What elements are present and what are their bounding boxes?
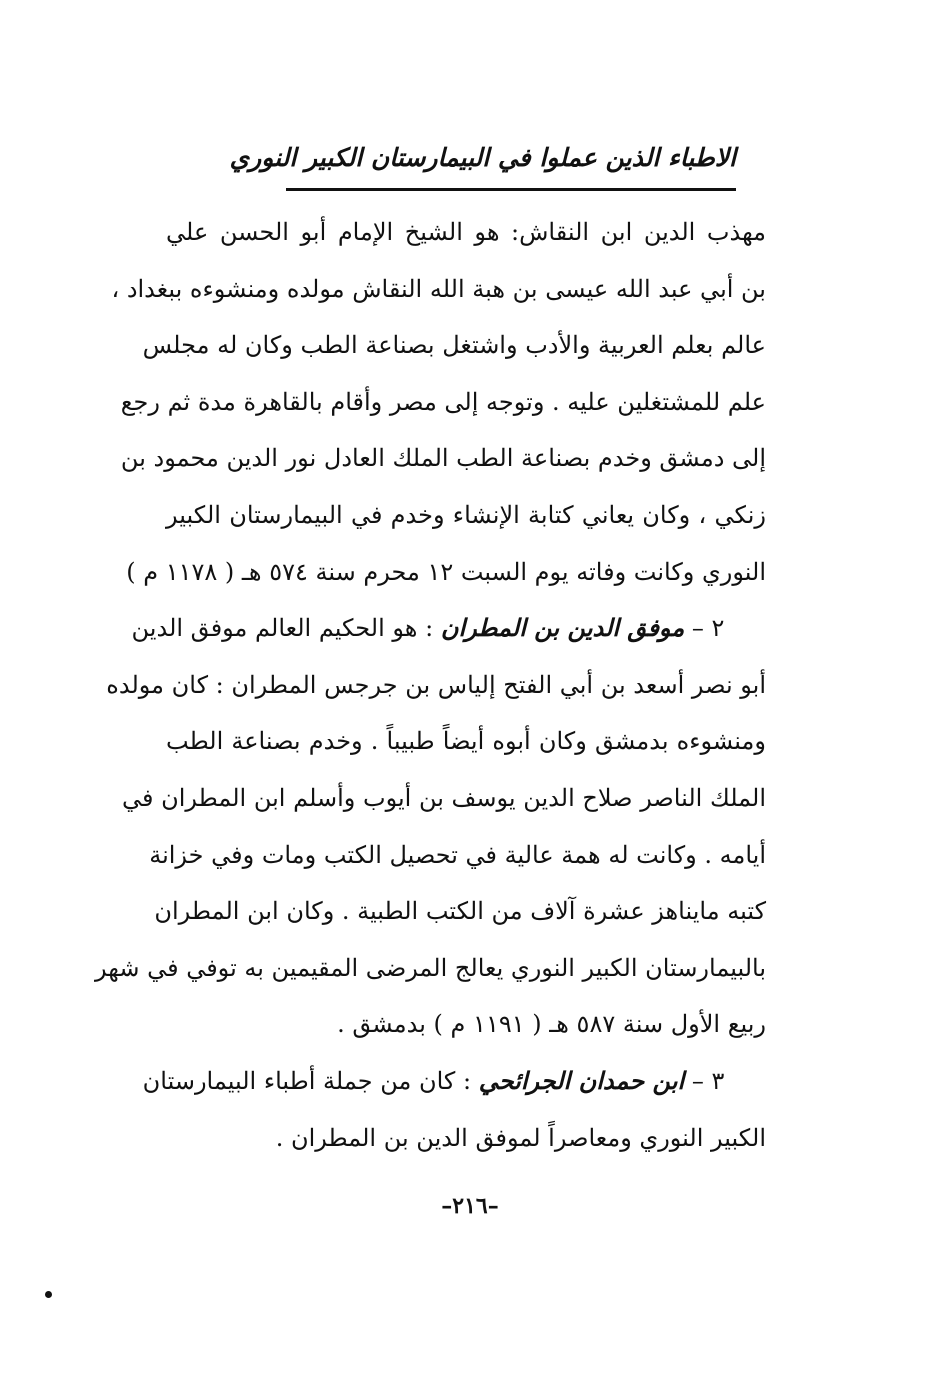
entry-intro: : كان من جملة أطباء البيمارستان: [142, 1066, 472, 1095]
page-number: –٢١٦–: [441, 1193, 499, 1219]
text-line-12: أيامه . وكانت له همة عالية في تحصيل الكتب ومات وفي خزانة: [149, 840, 766, 869]
entry-title: ابن حمدان الجرائحي: [478, 1065, 685, 1095]
text-line-5: إلى دمشق وخدم بصناعة الطب الملك العادل نور الدين محمود بن: [120, 444, 766, 473]
text-line-15: ربيع الأول سنة ٥٨٧ هـ ( ١١٩١ م ) بدمشق .: [337, 1010, 766, 1039]
text-line-14: بالبيمارستان الكبير النوري يعالج المرضى المقيمين به توفي في شهر: [95, 953, 766, 982]
text-line-7: النوري وكانت وفاته يوم السبت ١٢ محرم سنة ٥٧٤ هـ ( ١١٧٨ م ): [126, 557, 766, 586]
header-rule: [286, 188, 736, 191]
entry-2-heading-line: [131, 600, 766, 657]
text-line-6: زنكي ، وكان يعاني كتابة الإنشاء وخدم في البيمارستان الكبير: [166, 500, 766, 529]
text-line-11: الملك الناصر صلاح الدين يوسف بن أيوب وأسلم ابن المطران في: [122, 783, 766, 812]
entry-title: موفق الدين بن المطران: [440, 613, 685, 643]
entry-number: ٢ –: [691, 614, 725, 643]
body-text: [95, 204, 766, 1166]
text-line-2: بن أبي عبد الله عيسى بن هبة الله النقاش مولده ومنشوءه ببغداد ،: [111, 274, 766, 303]
text-line-13: كتبه مايناهز عشرة آلاف من الكتب الطبية . وكان ابن المطران: [154, 897, 766, 926]
text-line-1: مهذب الدين ابن النقاش: هو الشيخ الإمام أبو الحسن علي: [166, 218, 766, 246]
entry-3-heading-line: [142, 1053, 766, 1110]
text-line-17: الكبير النوري ومعاصراً لموفق الدين بن المطران .: [275, 1123, 766, 1152]
text-line-3: عالم بعلم العربية والأدب واشتغل بصناعة الطب وكان له مجلس: [142, 331, 766, 360]
entry-intro: : هو الحكيم العالم موفق الدين: [131, 614, 434, 643]
running-head: الاطباء الذين عملوا في البيمارستان الكبير النوري: [229, 143, 736, 172]
text-line-9: أبو نصر أسعد بن أبي الفتح إلياس بن جرجس المطران : كان مولده: [106, 670, 766, 699]
text-line-10: ومنشوءه بدمشق وكان أبوه أيضاً طبيباً . وخدم بصناعة الطب: [166, 727, 766, 756]
scan-speck: [45, 1291, 52, 1298]
text-line-4: علم للمشتغلين عليه . وتوجه إلى مصر وأقام بالقاهرة مدة ثم رجع: [120, 387, 766, 416]
entry-number: ٣ –: [691, 1066, 725, 1095]
